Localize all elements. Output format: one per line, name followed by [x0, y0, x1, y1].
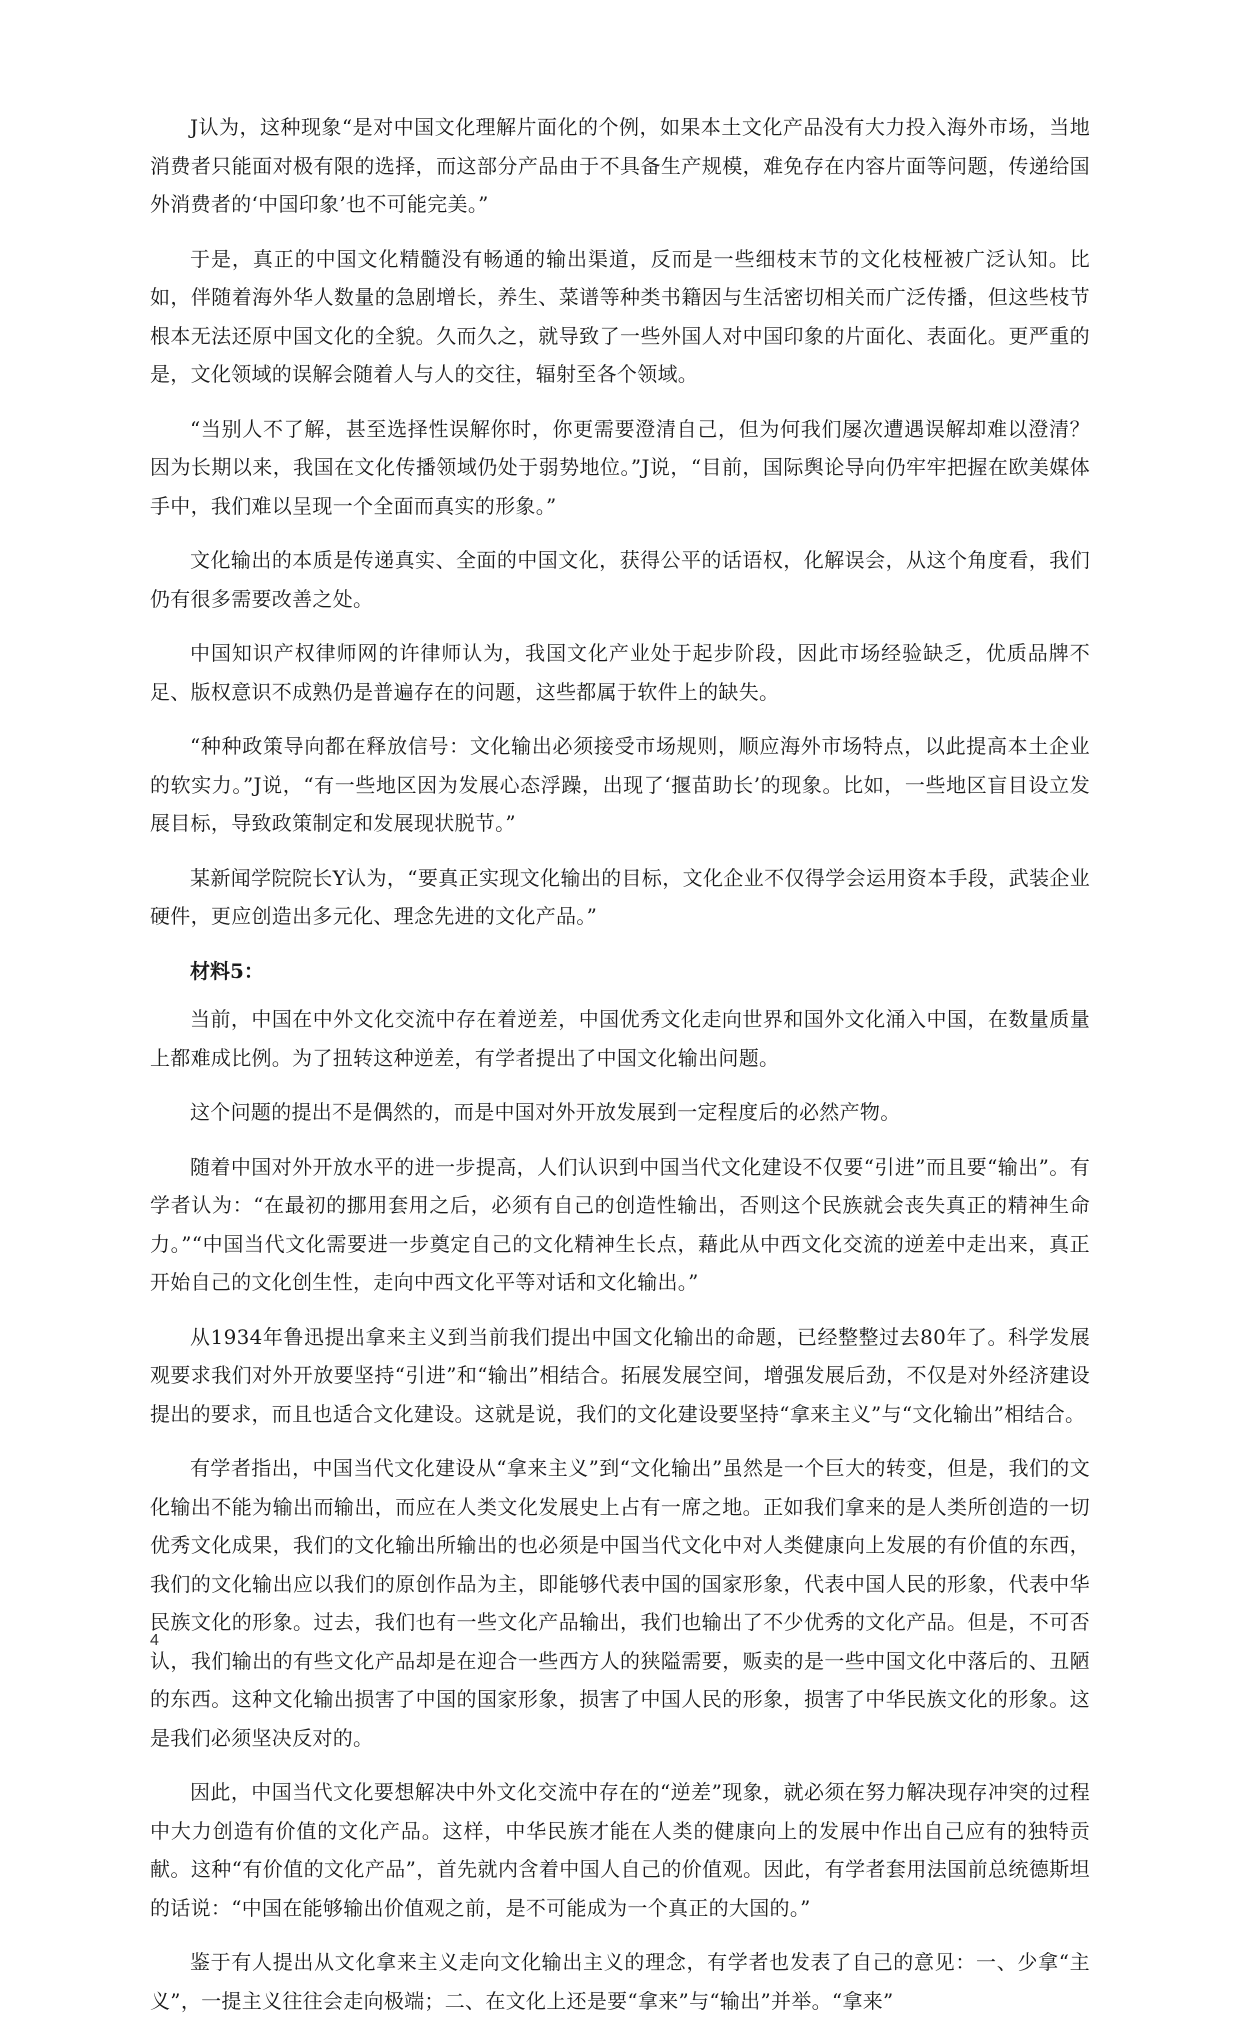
paragraph: 某新闻学院院长Y认为，“要真正实现文化输出的目标，文化企业不仅得学会运用资本手段，武装企业硬件，更应创造出多元化、理念先进的文化产品。” [150, 865, 1090, 928]
paragraph: 当前，中国在中外文化交流中存在着逆差，中国优秀文化走向世界和国外文化涌入中国，在数量质量上都难成比例。为了扭转这种逆差，有学者提出了中国文化输出问题。 [150, 1007, 1090, 1070]
paragraph: 随着中国对外开放水平的进一步提高，人们认识到中国当代文化建设不仅要“引进”而且要“输出”。有学者认为：“在最初的挪用套用之后，必须有自己的创造性输出，否则这个民族就会丧失真正的精神生命力。”“中国当代文化需要进一步奠定自己的文化精神生长点，藉此从中西文化交流的逆差中走出来，真正开始自己的文化创生性，走向中西文化平等对话和文化输出。” [150, 1154, 1090, 1294]
page-number: 4 [150, 1632, 159, 1649]
paragraph: “种种政策导向都在释放信号：文化输出必须接受市场规则，顺应海外市场特点，以此提高本土企业的软实力。”J说，“有一些地区因为发展心态浮躁，出现了‘揠苗助长’的现象。比如，一些地区盲目设立发展目标，导致政策制定和发展现状脱节。” [150, 734, 1090, 835]
paragraph: 这个问题的提出不是偶然的，而是中国对外开放发展到一定程度后的必然产物。 [190, 1100, 901, 1124]
paragraph: 有学者指出，中国当代文化建设从“拿来主义”到“文化输出”虽然是一个巨大的转变，但是，我们的文化输出不能为输出而输出，而应在人类文化发展史上占有一席之地。正如我们拿来的是人类所创造的一切优秀文化成果，我们的文化输出所输出的也必须是中国当代文化中对人类健康向上发展的有价值的东西，我们的文化输出应以我们的原创作品为主，即能够代表中国的国家形象，代表中国人民的形象，代表中华民族文化的形象。过去，我们也有一些文化产品输出，我们也输出了不少优秀的文化产品。但是，不可否认，我们输出的有些文化产品却是在迎合一些西方人的狭隘需要，贩卖的是一些中国文化中落后的、丑陋的东西。这种文化输出损害了中国的国家形象，损害了中国人民的形象，损害了中华民族文化的形象。这是我们必须坚决反对的。 [150, 1456, 1090, 1750]
paragraph: 鉴于有人提出从文化拿来主义走向文化输出主义的理念，有学者也发表了自己的意见：一、少拿“主义”，一提主义往往会走向极端；二、在文化上还是要“拿来”与“输出”并举。“拿来” [150, 1950, 1090, 2013]
paragraph: 于是，真正的中国文化精髓没有畅通的输出渠道，反而是一些细枝末节的文化枝桠被广泛认知。比如，伴随着海外华人数量的急剧增长，养生、菜谱等种类书籍因与生活密切相关而广泛传播，但这些枝节根本无法还原中国文化的全貌。久而久之，就导致了一些外国人对中国印象的片面化、表面化。更严重的是，文化领域的误解会随着人与人的交往，辐射至各个领域。 [150, 246, 1090, 386]
section-heading: 材料5： [190, 958, 264, 983]
paragraph: 从1934年鲁迅提出拿来主义到当前我们提出中国文化输出的命题，已经整整过去80年了。科学发展观要求我们对外开放要坚持“引进”和“输出”相结合。拓展发展空间，增强发展后劲，不仅是对外经济建设提出的要求，而且也适合文化建设。这就是说，我们的文化建设要坚持“拿来主义”与“文化输出”相结合。 [150, 1324, 1090, 1426]
paragraph: 中国知识产权律师网的许律师认为，我国文化产业处于起步阶段，因此市场经验缺乏，优质品牌不足、版权意识不成熟仍是普遍存在的问题，这些都属于软件上的缺失。 [150, 641, 1090, 704]
document-page [150, 108, 1090, 2036]
paragraph: J认为，这种现象“是对中国文化理解片面化的个例，如果本土文化产品没有大力投入海外市场，当地消费者只能面对极有限的选择，而这部分产品由于不具备生产规模，难免存在内容片面等问题，传递给国外消费者的‘中国印象’也不可能完美。” [150, 115, 1090, 216]
paragraph: “当别人不了解，甚至选择性误解你时，你更需要澄清自己，但为何我们屡次遭遇误解却难以澄清？因为长期以来，我国在文化传播领域仍处于弱势地位。”J说，“目前，国际舆论导向仍牢牢把握在欧美媒体手中，我们难以呈现一个全面而真实的形象。” [150, 416, 1090, 518]
paragraph: 因此，中国当代文化要想解决中外文化交流中存在的“逆差”现象，就必须在努力解决现存冲突的过程中大力创造有价值的文化产品。这样，中华民族才能在人类的健康向上的发展中作出自己应有的独特贡献。这种“有价值的文化产品”，首先就内含着中国人自己的价值观。因此，有学者套用法国前总统德斯坦的话说：“中国在能够输出价值观之前，是不可能成为一个真正的大国的。” [150, 1780, 1090, 1920]
paragraph: 文化输出的本质是传递真实、全面的中国文化，获得公平的话语权，化解误会，从这个角度看，我们仍有很多需要改善之处。 [150, 548, 1090, 611]
